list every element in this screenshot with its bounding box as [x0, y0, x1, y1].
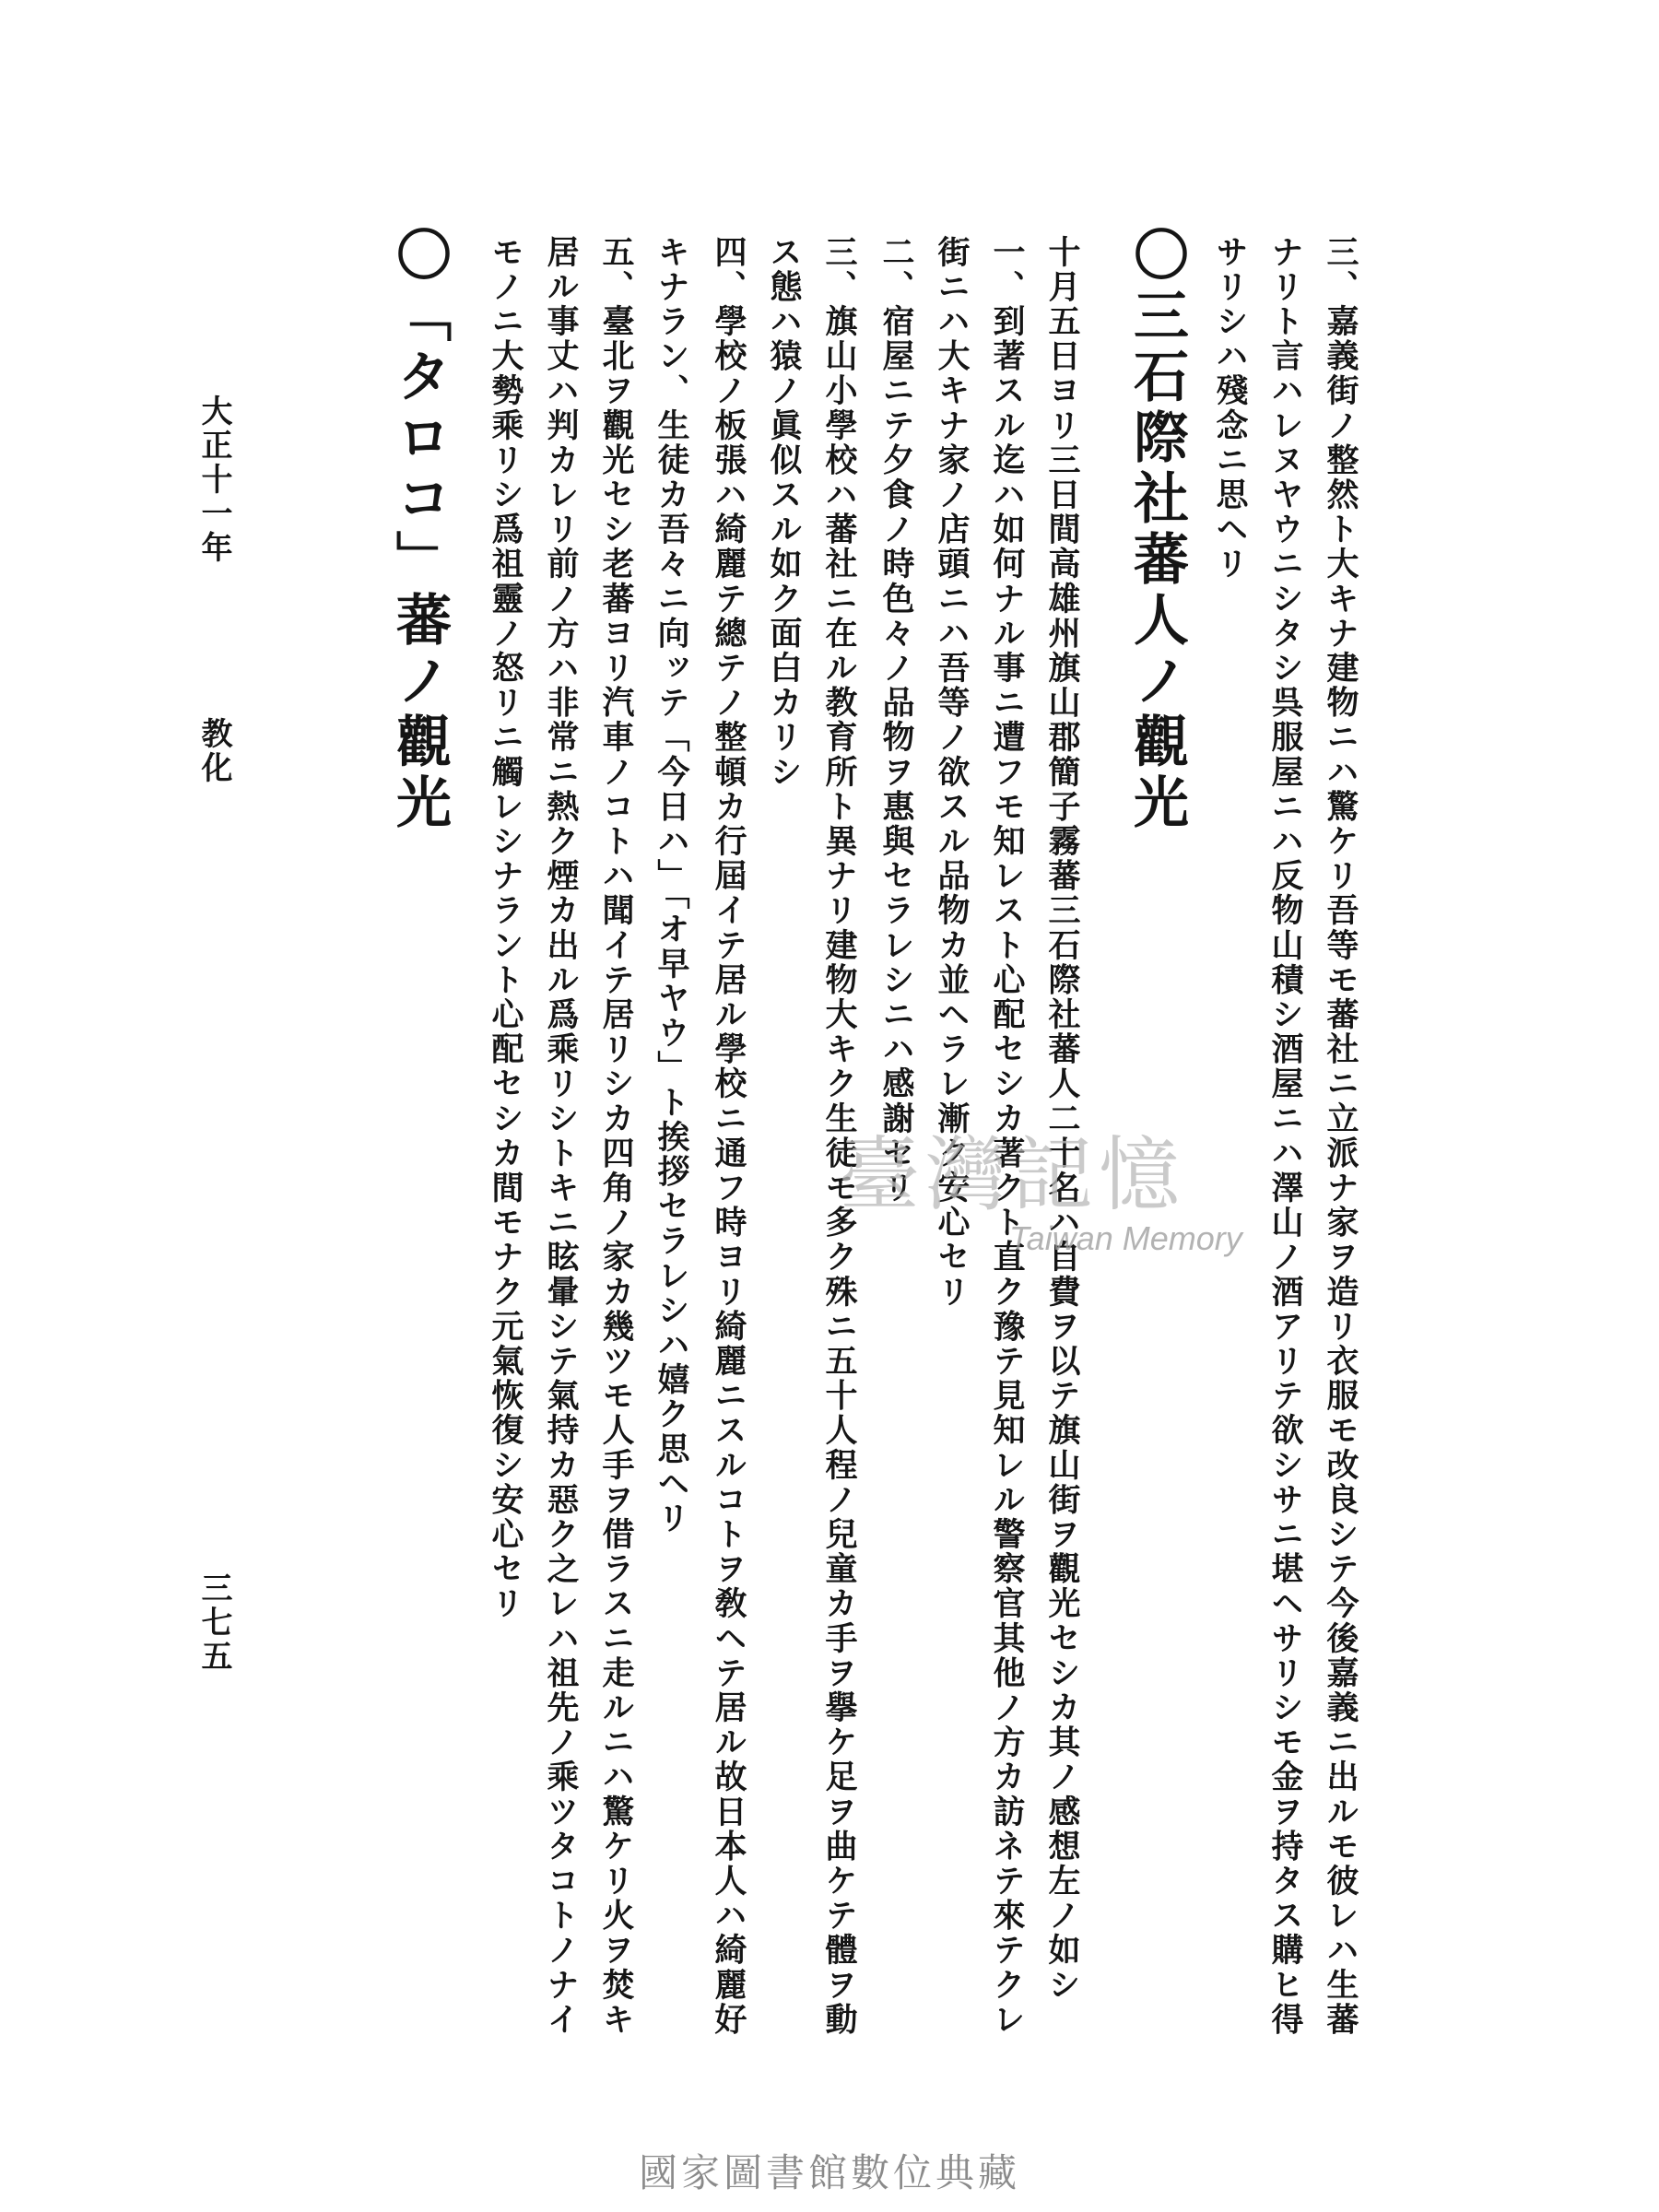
running-head-section: 教化 — [195, 717, 232, 785]
body-line-5: 十月五日ヨリ三日間高雄州旗山郡簡子霧蕃三石際社蕃人二十名ハ自費ヲ以テ旗山街ヲ觀光セシカ其ノ感想左ノ如シ — [1043, 235, 1081, 2003]
body-line-15: モノニ大勢乘リシ爲祖靈ノ怒リニ觸レシナラント心配セシカ間モナク元氣恢復シ安心セリ — [487, 235, 524, 1621]
running-head — [192, 394, 237, 785]
watermark-english: Taiwan Memory — [1009, 1219, 1242, 1257]
section-heading-taroko: 〇「タロコ」蕃ノ觀光 — [387, 226, 452, 834]
watermark-chinese: 臺灣記憶 — [839, 1127, 1186, 1222]
body-line-1: 三、嘉義街ノ整然ト大キナ建物ニハ驚ケリ吾等モ蕃社ニ立派ナ家ヲ造リ衣服モ改良シテ今後嘉義ニ出ルモ彼レハ生蕃 — [1322, 235, 1359, 2038]
body-line-3: サリシハ殘念ニ思ヘリ — [1211, 235, 1249, 582]
page-number: 三七五 — [195, 1571, 232, 1674]
body-line-11: 四、學校ノ板張ハ綺麗テ總テノ整頓カ行屆イテ居ル學校ニ通フ時ヨリ綺麗ニスルコトヲ敎ヘテ居ル故日本人ハ綺麗好 — [710, 235, 747, 2038]
running-head-title: 大正十一年 — [195, 394, 232, 565]
body-line-6: 一、到著スル迄ハ如何ナル事ニ遭フモ知レスト心配セシカ著クト直ク豫テ見知レル警察官其他ノ方カ訪ネテ來テクレ — [988, 235, 1026, 2038]
watermark — [839, 1111, 1318, 1286]
body-line-9: 三、旗山小學校ハ蕃社ニ在ル教育所ト異ナリ建物大キク生徒モ多ク殊ニ五十人程ノ兒童カ手ヲ擧ケ足ヲ曲ケテ體ヲ動 — [820, 235, 858, 2038]
body-line-12: キナラン、生徒カ吾々ニ向ッテ「今日ハ」「オ早ヤウ」ト挨拶セラレシハ嬉ク思ヘリ — [653, 235, 690, 1536]
body-line-8: 二、宿屋ニテ夕食ノ時色々ノ品物ヲ惠與セラレシニハ感謝セリ — [877, 235, 915, 1206]
body-line-10: ス態ハ猿ノ眞似スル如ク面白カリシ — [765, 235, 803, 790]
body-line-14: 居ル事丈ハ判カレリ前ノ方ハ非常ニ熱ク煙カ出ル爲乘リシトキニ眩暈シテ氣持カ惡ク之レハ祖先ノ乘ツタコトノナイ — [542, 235, 580, 2038]
body-line-7: 街ニハ大キナ家ノ店頭ニハ吾等ノ欲スル品物カ並ヘラレ漸ク安心セリ — [933, 235, 971, 1310]
footer-credit: 國家圖書館數位典藏 — [638, 2150, 1020, 2195]
section-heading-sanshiji: 〇三石際社蕃人ノ觀光 — [1124, 226, 1189, 834]
body-line-2: ナリト言ハレヌヤウニシタシ呉服屋ニハ反物山積シ酒屋ニハ澤山ノ酒アリテ欲シサニ堪ヘサリシモ金ヲ持タス購ヒ得 — [1266, 235, 1304, 2038]
body-line-13: 五、臺北ヲ觀光セシ老蕃ヨリ汽車ノコトハ聞イテ居リシカ四角ノ家カ幾ツモ人手ヲ借ラスニ走ルニハ驚ケリ火ヲ焚キ — [597, 235, 635, 2038]
